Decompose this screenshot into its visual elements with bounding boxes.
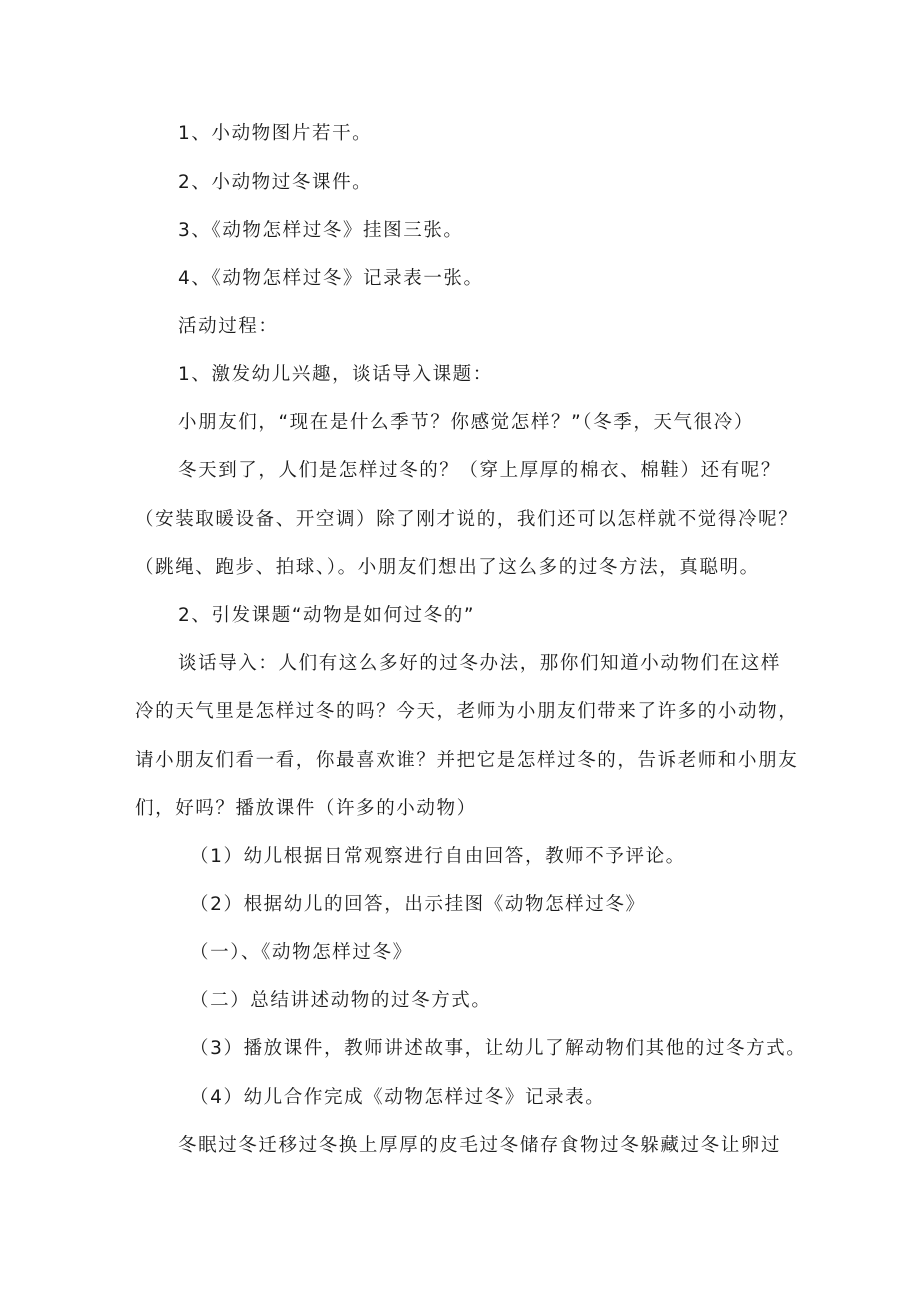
paragraph-line: 谈话导入：人们有这么多好的过冬办法，那你们知道小动物们在这样 xyxy=(178,653,782,674)
sub-step-3: （3）播放课件，教师讲述故事，让幼儿了解动物们其他的过冬方式。 xyxy=(190,1038,807,1059)
paragraph-line: 们，好吗？播放课件（许多的小动物） xyxy=(135,798,477,819)
paragraph-line: 小朋友们，“现在是什么季节？你感觉怎样？”（冬季，天气很冷） xyxy=(178,412,754,433)
step-2-heading: 2、引发课题“动物是如何过冬的” xyxy=(178,605,476,626)
material-item-3: 3、《动物怎样过冬》挂图三张。 xyxy=(178,220,464,241)
paragraph-line: 请小朋友们看一看，你最喜欢谁？并把它是怎样过冬的，告诉老师和小朋友 xyxy=(135,750,799,771)
paragraph-line: 冬眠过冬迁移过冬换上厚厚的皮毛过冬储存食物过冬躲藏过冬让卵过 xyxy=(178,1135,782,1156)
paragraph-line: （跳绳、跑步、拍球、）。小朋友们想出了这么多的过冬方法，真聪明。 xyxy=(135,557,760,578)
paragraph-line: 冬天到了，人们是怎样过冬的？（穿上厚厚的棉衣、棉鞋）还有呢？ xyxy=(178,460,782,481)
step-1-heading: 1、激发幼儿兴趣，谈话导入课题： xyxy=(178,364,493,385)
material-item-1: 1、小动物图片若干。 xyxy=(178,123,373,144)
sub-step-2: （2）根据幼儿的回答，出示挂图《动物怎样过冬》 xyxy=(190,894,646,915)
sub-step-b: （二）总结讲述动物的过冬方式。 xyxy=(190,990,492,1011)
material-item-2: 2、小动物过冬课件。 xyxy=(178,172,373,193)
material-item-4: 4、《动物怎样过冬》记录表一张。 xyxy=(178,268,484,289)
sub-step-a: （一）、《动物怎样过冬》 xyxy=(190,942,413,963)
sub-step-4: （4）幼儿合作完成《动物怎样过冬》记录表。 xyxy=(190,1087,606,1108)
sub-step-1: （1）幼儿根据日常观察进行自由回答，教师不予评论。 xyxy=(190,846,686,867)
paragraph-line: （安装取暖设备、开空调）除了刚才说的，我们还可以怎样就不觉得冷呢？ xyxy=(135,509,799,530)
section-heading: 活动过程： xyxy=(178,316,279,337)
paragraph-line: 冷的天气里是怎样过冬的吗？今天，老师为小朋友们带来了许多的小动物， xyxy=(135,701,799,722)
